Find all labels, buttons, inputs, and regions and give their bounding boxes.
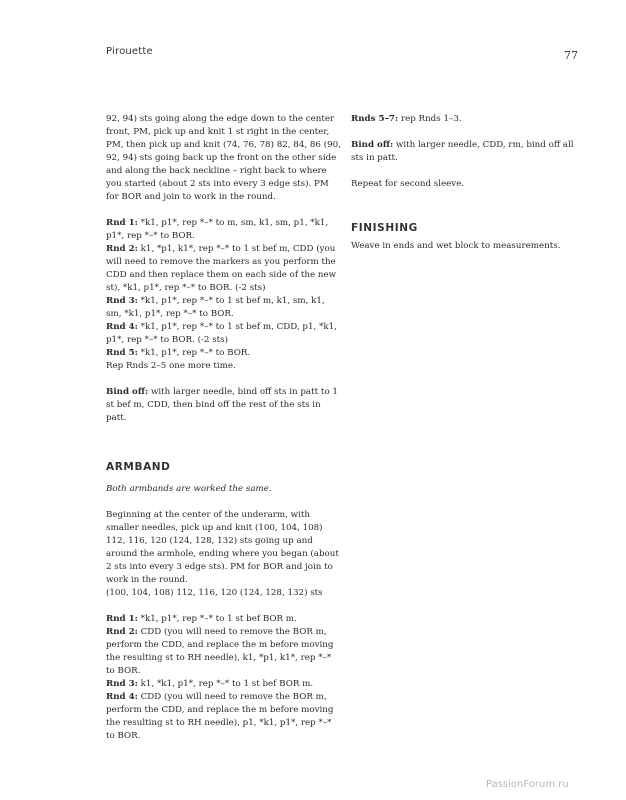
neck-round-4 bbox=[106, 321, 342, 347]
bind-off-text: with larger needle, bind off sts in patt to 1 st bef m, CDD, then bind off the rest of the sts in patt. bbox=[106, 387, 338, 423]
finishing-text: Weave in ends and wet block to measurements. bbox=[351, 241, 561, 251]
round-text: k1, *k1, p1*, rep *–* to 1 st bef BOR m. bbox=[137, 679, 314, 689]
round-label: Rnd 2: bbox=[106, 627, 138, 637]
armband-round-2 bbox=[106, 626, 342, 678]
left-column bbox=[106, 113, 342, 743]
round-text: CDD (you will need to remove the BOR m, perform the CDD, and replace the m before moving the resulting st to RH needle), p1, *k1, p1*, rep *–* to BOR. bbox=[106, 692, 334, 741]
round-text: *k1, p1*, rep *–* to 1 st bef m, CDD, p1, *k1, p1*, rep *–* to BOR. (-2 sts) bbox=[106, 322, 337, 345]
bind-off-label: Bind off: bbox=[106, 387, 149, 397]
bind-off-label: Bind off: bbox=[351, 140, 394, 150]
round-label: Rnd 3: bbox=[106, 296, 138, 306]
round-label: Rnd 5: bbox=[106, 348, 138, 358]
round-label: Rnd 1: bbox=[106, 614, 138, 624]
round-text: rep Rnds 1–3. bbox=[398, 114, 462, 124]
round-text: *k1, p1*, rep *–* to 1 st bef m, k1, sm, k1, sm, *k1, p1*, rep *–* to BOR. bbox=[106, 296, 325, 319]
armband-round-1 bbox=[106, 613, 342, 626]
armband-round-3 bbox=[106, 678, 342, 691]
round-label: Rnd 4: bbox=[106, 692, 138, 702]
neck-round-5 bbox=[106, 347, 342, 360]
running-title: Pirouette bbox=[106, 46, 153, 57]
neck-bind-off bbox=[106, 386, 342, 425]
sleeve-bind-off bbox=[351, 139, 587, 165]
round-text: *k1, p1*, rep *–* to BOR. bbox=[137, 348, 251, 358]
repeat-rounds-line: Rep Rnds 2–5 one more time. bbox=[106, 361, 236, 371]
round-text: *k1, p1*, rep *–* to 1 st bef BOR m. bbox=[137, 614, 297, 624]
armband-round-4 bbox=[106, 691, 342, 743]
armband-note: Both armbands are worked the same. bbox=[106, 484, 272, 494]
sleeve-rounds-5-7 bbox=[351, 113, 587, 126]
right-column bbox=[351, 113, 587, 253]
armband-heading: ARMBAND bbox=[106, 461, 171, 473]
round-label: Rnd 4: bbox=[106, 322, 138, 332]
repeat-sleeve-line: Repeat for second sleeve. bbox=[351, 179, 465, 189]
round-label: Rnds 5–7: bbox=[351, 114, 399, 124]
neck-round-2 bbox=[106, 243, 342, 295]
round-label: Rnd 3: bbox=[106, 679, 138, 689]
finishing-heading: FINISHING bbox=[351, 222, 418, 234]
armband-stitch-count: (100, 104, 108) 112, 116, 120 (124, 128, 132) sts bbox=[106, 588, 323, 598]
round-text: CDD (you will need to remove the BOR m, perform the CDD, and replace the m before moving the resulting st to RH needle), k1, *p1, k1*, rep *–* to BOR. bbox=[106, 627, 334, 676]
page-number: 77 bbox=[564, 49, 578, 62]
round-text: *k1, p1*, rep *–* to m, sm, k1, sm, p1, *k1, p1*, rep *–* to BOR. bbox=[106, 218, 329, 241]
neck-round-1 bbox=[106, 217, 342, 243]
armband-intro: Beginning at the center of the underarm, with smaller needles, pick up and knit (100, 104, 108) 112, 116, 120 (124, 128, 132) sts going up and around the armhole, ending where you began (about 2 sts into every 3 edge sts). PM for BOR and join to work in the round. bbox=[106, 510, 339, 585]
neck-round-3 bbox=[106, 295, 342, 321]
bind-off-text: with larger needle, CDD, rm, bind off all sts in patt. bbox=[351, 140, 574, 163]
round-label: Rnd 2: bbox=[106, 244, 138, 254]
round-text: k1, *p1, k1*, rep *–* to 1 st bef m, CDD (you will need to remove the markers as you perform the CDD and then replace them on each side of the new st), *k1, p1*, rep *–* to BOR. (-2 sts) bbox=[106, 244, 337, 293]
watermark: PassionForum.ru bbox=[486, 779, 569, 790]
round-label: Rnd 1: bbox=[106, 218, 138, 228]
neckband-intro: 92, 94) sts going along the edge down to the center front, PM, pick up and knit 1 st right in the center, PM, then pick up and knit (74, 76, 78) 82, 84, 86 (90, 92, 94) sts going back up the front on the other side and along the back neckline – right back to where you started (about 2 sts into every 3 edge sts). PM for BOR and join to work in the round. bbox=[106, 114, 341, 202]
